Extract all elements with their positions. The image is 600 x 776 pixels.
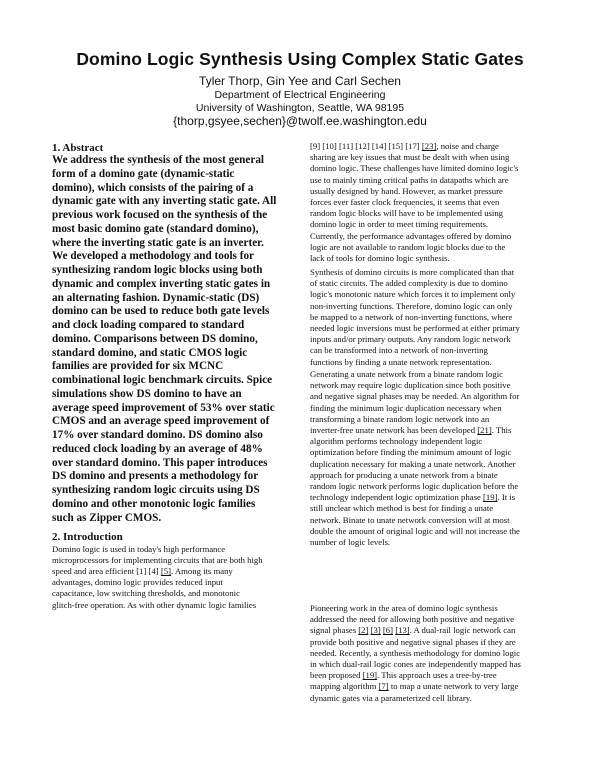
text-run: dynamic gates via a parameterized cell library. bbox=[310, 692, 472, 703]
abstract-line: domino and other monotonic logic families bbox=[52, 497, 256, 510]
paragraph-line bbox=[310, 152, 509, 163]
text-run: logic's monotonic nature which forces it to implement only bbox=[310, 289, 516, 300]
affiliation-department: Department of Electrical Engineering bbox=[214, 89, 386, 101]
paragraph-line bbox=[310, 345, 488, 356]
abstract-line: average speed improvement of 53% over static bbox=[52, 401, 275, 414]
text-run: Synthesis of domino circuits is more complicated than that bbox=[310, 267, 515, 277]
author-emails: {thorp,gsyee,sechen}@twolf.ee.washington.edu bbox=[173, 114, 427, 128]
paragraph-line bbox=[310, 625, 515, 636]
abstract-line: domino), which consists of the pairing of a bbox=[52, 181, 254, 194]
paragraph-line bbox=[310, 231, 511, 242]
paragraph-line bbox=[310, 681, 518, 692]
text-run: double the amount of original logic and will not increase the bbox=[310, 525, 520, 536]
paragraph-line bbox=[310, 436, 482, 447]
abstract-line: where the inverting static gate is an inverter. bbox=[52, 236, 264, 249]
paragraph-line bbox=[310, 312, 512, 323]
paragraph-line bbox=[310, 197, 499, 208]
abstract-line: simulations show DS domino to have an bbox=[52, 387, 242, 400]
paragraph-line bbox=[310, 369, 503, 380]
text-run: inputs and/or primary outputs. Any random logic network bbox=[310, 334, 511, 345]
text-run: to map a unate network to very large bbox=[388, 681, 519, 692]
text-run: addressed the need for allowing both positive and negative bbox=[310, 614, 515, 625]
abstract-line: domino can be used to reduce both gate levels bbox=[52, 305, 270, 318]
abstract-line: most basic domino gate (standard domino), bbox=[52, 222, 259, 235]
text-run: domino logic. These challenges have limited domino logic's bbox=[310, 163, 519, 174]
paragraph-line bbox=[310, 163, 518, 174]
abstract-line: CMOS and an average speed improvement of bbox=[52, 415, 270, 428]
paragraph-line bbox=[310, 208, 503, 219]
text-run: , noise and charge bbox=[436, 141, 499, 151]
paragraph-line bbox=[310, 403, 502, 414]
paragraph-line bbox=[310, 380, 511, 391]
paragraph-line bbox=[310, 459, 516, 470]
text-run: number of logic levels. bbox=[310, 537, 391, 547]
paragraph-line bbox=[310, 267, 514, 278]
paragraph-line bbox=[310, 253, 450, 264]
citation-link[interactable]: [19] bbox=[362, 670, 378, 681]
paragraph-line bbox=[310, 219, 488, 230]
text-run: finding the minimum logic duplication necessary when bbox=[310, 402, 502, 413]
paragraph-line bbox=[310, 141, 499, 152]
text-run: glitch-free operation. As with other dynamic logic families bbox=[52, 599, 257, 610]
abstract-line: reduced clock loading by an average of 48% bbox=[52, 442, 263, 455]
text-run: usually designed by hand. However, as market pressure bbox=[310, 185, 503, 196]
abstract-line: dynamic gate with any inverting static gate. All bbox=[52, 195, 277, 208]
text-run: Currently, the performance advantages offered by domino bbox=[310, 230, 512, 241]
abstract-line: We developed a methodology and tools for bbox=[52, 250, 254, 263]
text-run: sharing are key issues that must be dealt with when using bbox=[310, 152, 510, 163]
abstract-line: and clock loading compared to standard bbox=[52, 319, 245, 331]
paragraph-line bbox=[310, 648, 520, 659]
citation-link[interactable]: [19] bbox=[482, 492, 498, 503]
text-run: capacitance, low switching thresholds, and monotonic bbox=[52, 588, 240, 599]
text-run: been proposed bbox=[310, 670, 363, 681]
abstract-line: over standard domino. This paper introduces bbox=[52, 456, 268, 469]
paragraph-line bbox=[310, 425, 511, 436]
text-run: needed. Recently, a synthesis methodology for domino logic bbox=[310, 647, 521, 658]
text-run: forces ever faster clock frequencies, it seems that even bbox=[310, 197, 500, 207]
paragraph-line bbox=[310, 334, 511, 345]
paragraph-line bbox=[310, 670, 497, 681]
paragraph-line bbox=[310, 515, 510, 526]
text-run: optimization before finding the minimum amount of logic bbox=[310, 447, 512, 458]
text-run: . Among its many bbox=[171, 566, 233, 577]
text-run: network. Binate to unate network conversion will at most bbox=[310, 514, 510, 525]
text-run: . It is bbox=[497, 492, 516, 503]
text-run: Domino logic is used in today's high performance bbox=[52, 544, 226, 554]
text-run: provide both positive and negative signal phases if they are bbox=[310, 636, 516, 647]
paragraph-line bbox=[310, 447, 511, 458]
text-run: lack of tools for domino logic synthesis. bbox=[310, 253, 450, 263]
text-run: be mapped to a network of non-inverting functions, where bbox=[310, 311, 513, 322]
text-run: use to mainly timing critical paths in datapaths which are bbox=[310, 174, 509, 185]
abstract-line: DS domino and presents a methodology for bbox=[52, 470, 259, 483]
text-run: non-inverting functions. Therefore, domino logic can only bbox=[310, 300, 513, 311]
text-run: . This bbox=[491, 425, 512, 435]
text-run: advantages, domino logic provides reduced input bbox=[52, 577, 223, 588]
paragraph-line bbox=[310, 603, 498, 614]
text-run: needed logic inversions must be performed at either primary bbox=[310, 323, 520, 333]
paragraph-line bbox=[310, 526, 520, 537]
introduction-heading: 2. Introduction bbox=[52, 531, 123, 543]
paragraph-line bbox=[310, 414, 489, 425]
paragraph-line bbox=[310, 242, 505, 253]
citation-link[interactable]: [23] bbox=[421, 141, 437, 151]
text-run: . A dual-rail logic network can bbox=[409, 625, 516, 636]
text-run: of static circuits. The added complexity is due to domino bbox=[310, 278, 508, 289]
paragraph-line bbox=[310, 323, 520, 334]
paragraph-line bbox=[310, 537, 390, 548]
paragraph-line bbox=[310, 289, 515, 300]
abstract-line: We address the synthesis of the most general bbox=[52, 154, 265, 166]
text-run: [9] [10] [11] [12] [14] [15] [17] bbox=[310, 141, 422, 151]
paragraph-line bbox=[310, 470, 498, 481]
citation-link[interactable]: [2] bbox=[358, 625, 369, 636]
paragraph-line bbox=[310, 301, 513, 312]
author-list: Tyler Thorp, Gin Yee and Carl Sechen bbox=[199, 74, 401, 88]
text-run: technology independent logic optimization phase bbox=[310, 492, 483, 503]
citation-link[interactable]: [6] bbox=[382, 625, 394, 636]
affiliation-university: University of Washington, Seattle, WA 98195 bbox=[195, 102, 405, 114]
text-run: inverter-free unate network has been developed bbox=[310, 425, 478, 435]
abstract-line: synthesizing random logic blocks using both bbox=[52, 264, 263, 276]
introduction-line bbox=[52, 566, 233, 577]
text-run: can be transformed into a network of non-inverting bbox=[310, 345, 488, 356]
abstract-line: domino. Comparisons between DS domino, bbox=[52, 332, 258, 345]
introduction-line bbox=[52, 577, 223, 588]
paragraph-line bbox=[310, 637, 516, 648]
introduction-line bbox=[52, 588, 240, 599]
abstract-heading: 1. Abstract bbox=[52, 142, 104, 154]
text-run: domino logic in order to meet timing requirements. bbox=[310, 219, 489, 230]
paragraph-line bbox=[310, 391, 519, 402]
text-run: network may require logic duplication since both positive bbox=[310, 380, 511, 391]
text-run: random logic network performs logic duplication before the bbox=[310, 481, 519, 491]
text-run: algorithm performs technology independent logic bbox=[310, 436, 483, 447]
paragraph-line bbox=[310, 278, 508, 289]
paragraph-line bbox=[310, 659, 521, 670]
text-run: . This approach uses a tree-by-tree bbox=[377, 670, 497, 681]
text-run: transforming a binate random logic network into an bbox=[310, 413, 490, 424]
paragraph-line bbox=[310, 186, 503, 197]
text-run: random logic blocks will have to be implemented using bbox=[310, 208, 504, 219]
abstract-line: combinational logic benchmark circuits. Spice bbox=[52, 374, 273, 386]
text-run: approach for producing a unate network from a binate bbox=[310, 469, 498, 480]
paragraph-line bbox=[310, 614, 514, 625]
abstract-line: synthesizing random logic circuits using DS bbox=[52, 484, 260, 496]
introduction-line bbox=[52, 555, 263, 566]
citation-link[interactable]: [5] bbox=[160, 566, 171, 577]
text-run: still unclear which method is best for finding a unate bbox=[310, 503, 494, 514]
paper-title: Domino Logic Synthesis Using Complex Static Gates bbox=[76, 49, 524, 69]
paragraph-line bbox=[310, 481, 518, 492]
text-run: logic are not available to random logic blocks due to the bbox=[310, 241, 506, 252]
text-run: in which dual-rail logic cones are independently mapped has bbox=[310, 659, 521, 669]
text-run: speed and area efficient [1] [4] bbox=[52, 566, 161, 577]
introduction-line bbox=[52, 544, 225, 555]
paragraph-line bbox=[310, 175, 509, 186]
abstract-line: families are provided for six MCNC bbox=[52, 360, 224, 373]
citation-link[interactable]: [3] bbox=[370, 625, 381, 636]
abstract-line: previous work focused on the synthesis of the bbox=[52, 209, 268, 221]
citation-link[interactable]: [13] bbox=[395, 625, 410, 636]
paragraph-line bbox=[310, 693, 472, 704]
text-run: Pioneering work in the area of domino logic synthesis bbox=[310, 603, 498, 613]
text-run: and negative signal phases may be needed. An algorithm for bbox=[310, 391, 520, 402]
paragraph-line bbox=[310, 492, 515, 503]
abstract-line: standard domino, and static CMOS logic bbox=[52, 346, 248, 359]
paragraph-line bbox=[310, 357, 492, 368]
abstract-line: an alternating fashion. Dynamic-static (DS) bbox=[52, 291, 260, 304]
introduction-line bbox=[52, 600, 256, 611]
abstract-line: form of a domino gate (dynamic-static bbox=[52, 167, 235, 180]
text-run: Generating a unate network from a binate random logic bbox=[310, 369, 503, 379]
abstract-line: 17% over standard domino. DS domino also bbox=[52, 429, 263, 441]
text-run: mapping algorithm bbox=[310, 681, 379, 692]
citation-link[interactable]: [7] bbox=[378, 681, 389, 692]
text-run: signal phases bbox=[310, 625, 359, 636]
text-run: duplication necessary for making a unate network. Another bbox=[310, 458, 516, 469]
abstract-line: such as Zipper CMOS. bbox=[52, 511, 162, 524]
abstract-line: dynamic and complex inverting static gates in bbox=[52, 277, 271, 290]
citation-link[interactable]: [21] bbox=[477, 425, 492, 435]
text-run: functions by finding a unate network representation. bbox=[310, 356, 492, 367]
paragraph-line bbox=[310, 503, 493, 514]
text-run: microprocessors for implementing circuits that are both high bbox=[52, 555, 263, 566]
